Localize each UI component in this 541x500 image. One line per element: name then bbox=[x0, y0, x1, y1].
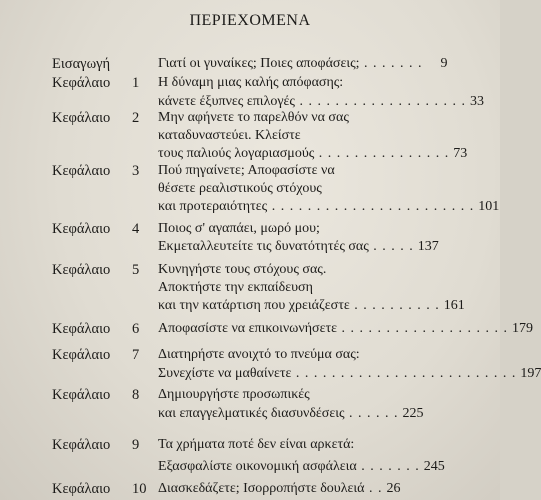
dot-leader: . . . . . . . . . . . . . . . . . . . bbox=[294, 94, 466, 109]
chapter-label: Κεφάλαιο bbox=[52, 221, 111, 237]
dot-leader: . . . . . bbox=[368, 239, 414, 254]
dot-leader: . . . . . . . . . . . . . . . . . . . bbox=[336, 321, 508, 336]
entry-title-line: Ποιος σ' αγαπάει, μωρό μου; bbox=[158, 221, 320, 236]
dot-leader: . . . . . . . . . . . . . . . . . . . . . . . bbox=[267, 199, 475, 214]
chapter-number: 5 bbox=[132, 262, 140, 278]
chapter-label: Κεφάλαιο bbox=[52, 75, 111, 91]
chapter-label: Κεφάλαιο bbox=[52, 110, 111, 126]
entry-title-line: Πού πηγαίνετε; Αποφασίστε να bbox=[158, 163, 335, 178]
entry-title-line: Αποφασίστε να επικοινωνήσετε bbox=[158, 321, 337, 336]
entry-title-line: Αποκτήστε την εκπαίδευση bbox=[158, 280, 313, 295]
entry-title-line: Γιατί οι γυναίκες; Ποιες αποφάσεις; bbox=[158, 56, 360, 71]
chapter-number: 3 bbox=[132, 163, 140, 179]
page-number: 179 bbox=[511, 321, 533, 336]
entry-title-line: Συνεχίστε να μαθαίνετε bbox=[158, 366, 292, 381]
chapter-label: Κεφάλαιο bbox=[52, 437, 111, 453]
chapter-number: 2 bbox=[132, 110, 140, 126]
chapter-number: 8 bbox=[132, 387, 140, 403]
page-number: 73 bbox=[453, 146, 468, 161]
dot-leader: . . . . . . . . . . . . . . . bbox=[314, 146, 450, 161]
entry-title-line: και την κατάρτιση που χρειάζεστε bbox=[158, 298, 350, 313]
page-number: 137 bbox=[417, 239, 439, 254]
page-number: 101 bbox=[478, 199, 500, 214]
dot-leader: . . . . . . . . . . . . . . . . . . . . . . . . . bbox=[291, 366, 517, 381]
entry-title-line: Εκμεταλλευτείτε τις δυνατότητές σας bbox=[158, 239, 369, 254]
chapter-label: Κεφάλαιο bbox=[52, 321, 111, 337]
page-number: 161 bbox=[443, 298, 465, 313]
chapter-number: 9 bbox=[132, 437, 140, 453]
dot-leader: . . . . . . . bbox=[356, 459, 420, 474]
entry-title-line: καταδυναστεύει. Κλείστε bbox=[158, 128, 301, 143]
chapter-label: Κεφάλαιο bbox=[52, 347, 111, 363]
page-number: 225 bbox=[402, 406, 424, 421]
entry-title-line: θέσετε ρεαλιστικούς στόχους bbox=[158, 181, 322, 196]
dot-leader: . . . . . . . bbox=[359, 56, 423, 71]
chapter-number: 4 bbox=[132, 221, 140, 237]
page-number: 33 bbox=[469, 94, 484, 109]
entry-title-line: Εξασφαλίστε οικονομική ασφάλεια bbox=[158, 459, 357, 474]
entry-title-line: Διατηρήστε ανοιχτό το πνεύμα σας: bbox=[158, 347, 360, 362]
entry-title-line: τους παλιούς λογαριασμούς bbox=[158, 146, 315, 161]
contents-heading: ΠΕΡΙΕΧΟΜΕΝΑ bbox=[189, 12, 311, 29]
entry-title-line: Κυνηγήστε τους στόχους σας. bbox=[158, 262, 327, 277]
chapter-number: 1 bbox=[132, 75, 140, 91]
chapter-label: Κεφάλαιο bbox=[52, 481, 111, 497]
dot-leader: . . . . . . . . . . bbox=[349, 298, 440, 313]
entry-title-line: Τα χρήματα ποτέ δεν είναι αρκετά: bbox=[158, 437, 355, 452]
entry-title-line: Δημιουργήστε προσωπικές bbox=[158, 387, 310, 402]
chapter-label: Κεφάλαιο bbox=[52, 387, 111, 403]
entry-title-line: και προτεραιότητες bbox=[158, 199, 268, 214]
entry-title-line: Μην αφήνετε το παρελθόν να σας bbox=[158, 110, 349, 125]
dot-leader: . . bbox=[364, 481, 383, 496]
entry-title-line: Διασκεδάζετε; Ισορροπήστε δουλειά bbox=[158, 481, 365, 496]
chapter-number: 6 bbox=[132, 321, 140, 337]
page-number: 197 bbox=[520, 366, 541, 381]
chapter-label: Κεφάλαιο bbox=[52, 163, 111, 179]
entry-title-line: Η δύναμη μιας καλής απόφασης: bbox=[158, 75, 344, 90]
page-number: 9 bbox=[440, 56, 448, 71]
chapter-number: 10 bbox=[132, 481, 147, 497]
entry-title-line: και επαγγελματικές διασυνδέσεις bbox=[158, 406, 345, 421]
entry-title-line: κάνετε έξυπνες επιλογές bbox=[158, 94, 295, 109]
dot-leader: . . . . . . bbox=[344, 406, 399, 421]
chapter-label: Κεφάλαιο bbox=[52, 262, 111, 278]
chapter-label: Εισαγωγή bbox=[52, 56, 111, 72]
page-number: 26 bbox=[386, 481, 401, 496]
page-number: 245 bbox=[423, 459, 445, 474]
chapter-number: 7 bbox=[132, 347, 140, 363]
